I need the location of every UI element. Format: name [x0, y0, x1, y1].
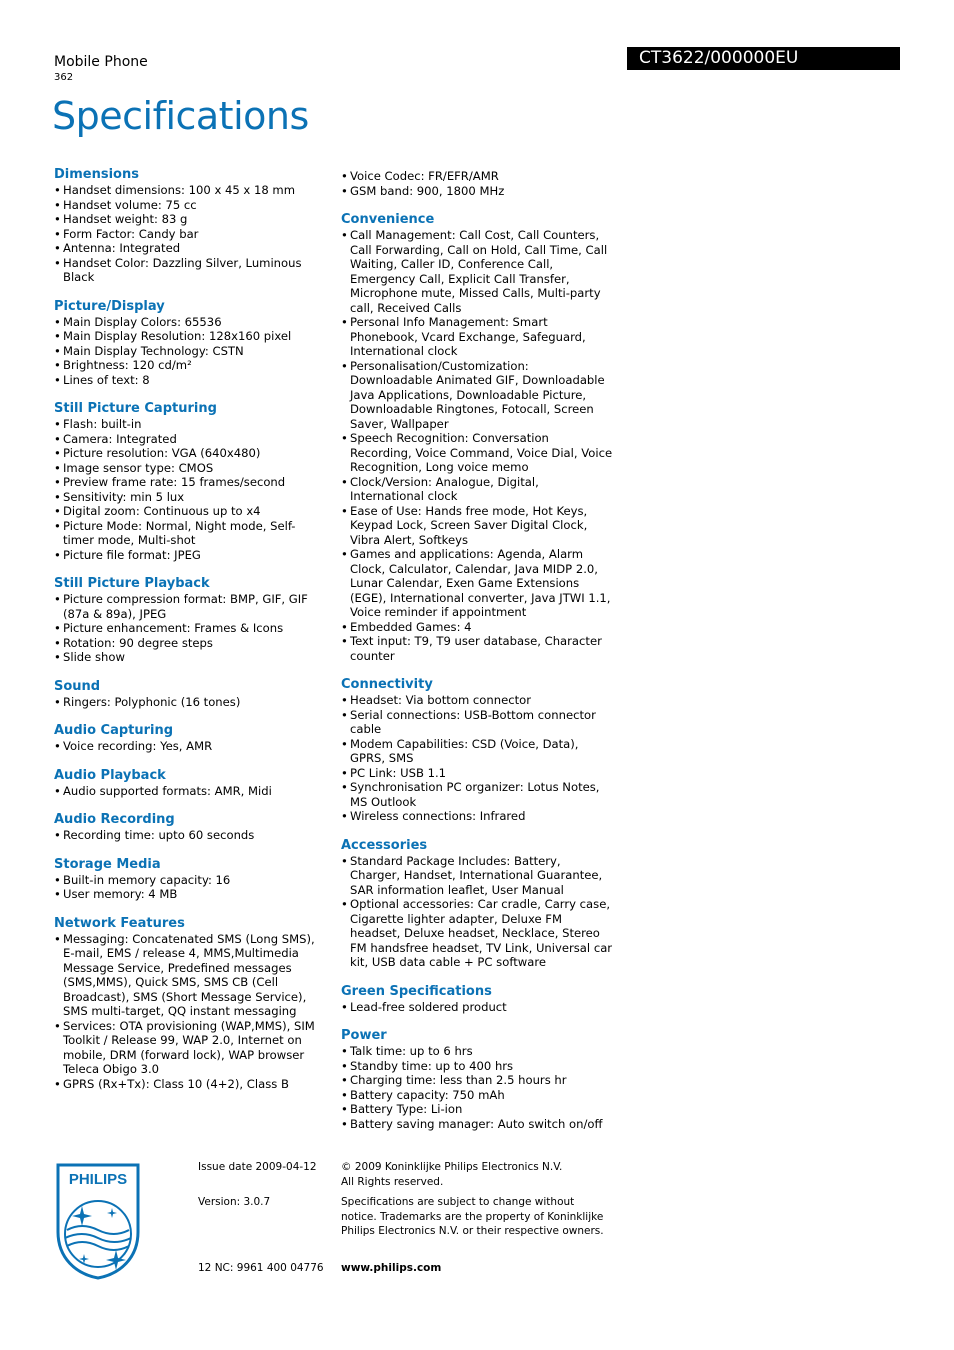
- page-title: Specifications: [52, 94, 309, 138]
- spec-list: [341, 854, 613, 970]
- rights-line: All Rights reserved.: [341, 1175, 444, 1188]
- spec-list: [54, 315, 326, 388]
- spec-section: [341, 984, 613, 1015]
- spec-item: • Optional accessories: Car cradle, Carry case, Cigarette lighter adapter, Deluxe FM headset, Deluxe headset, Necklace, Stereo FM handsfree headset, TV Link, Universal car kit, USB data cable + PC software: [341, 897, 613, 970]
- spec-section: [54, 401, 326, 562]
- spec-item: • Voice recording: Yes, AMR: [54, 739, 326, 754]
- spec-list: [54, 873, 326, 902]
- spec-item: • Clock/Version: Analogue, Digital, International clock: [341, 475, 613, 504]
- spec-section: [54, 679, 326, 710]
- spec-section-title: Network Features: [54, 915, 185, 931]
- spec-section-title: Accessories: [341, 837, 428, 853]
- spec-section-title: Audio Capturing: [54, 723, 174, 738]
- spec-item: • User memory: 4 MB: [54, 887, 326, 902]
- spec-list: [341, 1044, 613, 1131]
- spec-list: [54, 417, 326, 562]
- website-link[interactable]: www.philips.com: [341, 1262, 442, 1274]
- spec-item: • Preview frame rate: 15 frames/second: [54, 475, 326, 490]
- spec-section-title: Sound: [54, 678, 101, 694]
- spec-list: [341, 693, 613, 824]
- spec-section-title: Storage Media: [54, 856, 161, 872]
- spec-item: • Handset dimensions: 100 x 45 x 18 mm: [54, 183, 326, 198]
- spec-item: • Synchronisation PC organizer: Lotus Notes, MS Outlook: [341, 780, 613, 809]
- spec-section: [54, 768, 326, 799]
- spec-item: • Picture resolution: VGA (640x480): [54, 446, 326, 461]
- spec-list: [54, 592, 326, 665]
- spec-item: • Handset volume: 75 cc: [54, 198, 326, 213]
- spec-item: • Picture compression format: BMP, GIF, GIF (87a & 89a), JPEG: [54, 592, 326, 621]
- philips-logo-wordmark: PHILIPS: [68, 1171, 128, 1188]
- spec-item: • PC Link: USB 1.1: [341, 766, 613, 781]
- spec-section-title: Dimensions: [54, 167, 139, 182]
- spec-item: • Lead-free soldered product: [341, 1000, 613, 1015]
- copyright: [341, 1160, 601, 1189]
- spec-item: • Ringers: Polyphonic (16 tones): [54, 695, 326, 710]
- spec-item: • Antenna: Integrated: [54, 241, 326, 256]
- spec-item: • Voice Codec: FR/EFR/AMR: [341, 169, 613, 184]
- spec-section-title: Connectivity: [341, 677, 433, 692]
- product-category: Mobile Phone: [54, 54, 148, 70]
- spec-item: • Lines of text: 8: [54, 373, 326, 388]
- spec-item: • GPRS (Rx+Tx): Class 10 (4+2), Class B: [54, 1077, 326, 1092]
- spec-item: • Main Display Technology: CSTN: [54, 344, 326, 359]
- spec-section: [54, 299, 326, 388]
- spec-item: • Main Display Colors: 65536: [54, 315, 326, 330]
- spec-item: • Games and applications: Agenda, Alarm Clock, Calculator, Calendar, Java MIDP 2.0, Lunar Calendar, Exen Game Extensions (EGE), International converter, Java JTWI 1.1, Voice reminder if appointment: [341, 547, 613, 620]
- spec-item: • Personal Info Management: Smart Phonebook, Vcard Exchange, Safeguard, International clock: [341, 315, 613, 359]
- spec-list: [341, 228, 613, 663]
- spec-item: • Call Management: Call Cost, Call Counters, Call Forwarding, Call on Hold, Call Time, Call Waiting, Caller ID, Conference Call, Emergency Call, Explicit Call Transfer, Microphone mute, Missed Calls, Multi-party call, Received Calls: [341, 228, 613, 315]
- legal-notice: Specifications are subject to change without notice. Trademarks are the property of Koninklijke Philips Electronics N.V. or their respective owners.: [341, 1196, 604, 1237]
- spec-item: • Handset weight: 83 g: [54, 212, 326, 227]
- spec-item: • Standby time: up to 400 hrs: [341, 1059, 613, 1074]
- spec-section: [341, 212, 613, 663]
- spec-item: • Ease of Use: Hands free mode, Hot Keys, Keypad Lock, Screen Saver Digital Clock, Vibra Alert, Softkeys: [341, 504, 613, 548]
- spec-list: [54, 739, 326, 754]
- spec-item: • GSM band: 900, 1800 MHz: [341, 184, 613, 199]
- spec-item: • Battery Type: Li-ion: [341, 1102, 613, 1117]
- spec-item: • Sensitivity: min 5 lux: [54, 490, 326, 505]
- spec-section: [54, 916, 326, 1092]
- spec-item: • Personalisation/Customization: Downloadable Animated GIF, Downloadable Java Applications, Downloadable Picture, Downloadable Ringtones, Fotocall, Screen Saver, Wallpaper: [341, 359, 613, 432]
- spec-item: • Modem Capabilities: CSD (Voice, Data), GPRS, SMS: [341, 737, 613, 766]
- model-number-banner: CT3622/000000EU: [627, 47, 900, 70]
- spec-section: [341, 838, 613, 970]
- spec-section-title: Still Picture Playback: [54, 576, 210, 591]
- specs-column-left: [54, 167, 326, 1105]
- spec-item: • Form Factor: Candy bar: [54, 227, 326, 242]
- page-number: 362: [54, 72, 74, 83]
- spec-list: [54, 932, 326, 1092]
- spec-item: • Messaging: Concatenated SMS (Long SMS), E-mail, EMS / release 4, MMS,Multimedia Message Service, Predefined messages (SMS,MMS), Quick SMS, SMS CB (Cell Broadcast), SMS (Short Message Service), SMS multi-target, QQ instant messaging: [54, 932, 326, 1019]
- spec-section-title: Audio Playback: [54, 767, 166, 783]
- spec-section-title: Still Picture Capturing: [54, 401, 217, 416]
- spec-item: • Picture file format: JPEG: [54, 548, 326, 563]
- spec-item: • Main Display Resolution: 128x160 pixel: [54, 329, 326, 344]
- spec-item: • Embedded Games: 4: [341, 620, 613, 635]
- spec-list: [54, 828, 326, 843]
- spec-section-title: Green Specifications: [341, 983, 492, 999]
- spec-section: [341, 169, 613, 198]
- spec-list: [54, 784, 326, 799]
- spec-item: • Handset Color: Dazzling Silver, Luminous Black: [54, 256, 326, 285]
- spec-item: • Digital zoom: Continuous up to x4: [54, 504, 326, 519]
- twelve-nc-code: 12 NC: 9961 400 04776: [198, 1262, 324, 1274]
- spec-section: [54, 167, 326, 285]
- specs-column-middle: [341, 169, 613, 1145]
- spec-item: • Camera: Integrated: [54, 432, 326, 447]
- spec-section: [54, 812, 326, 843]
- spec-item: • Picture Mode: Normal, Night mode, Self-timer mode, Multi-shot: [54, 519, 326, 548]
- spec-item: • Text input: T9, T9 user database, Character counter: [341, 634, 613, 663]
- spec-item: • Slide show: [54, 650, 326, 665]
- copyright-line: © 2009 Koninklijke Philips Electronics N.V.: [341, 1161, 563, 1173]
- spec-list: [341, 169, 613, 198]
- spec-section: [54, 857, 326, 902]
- issue-date: Issue date 2009-04-12: [198, 1161, 317, 1173]
- spec-list: [54, 183, 326, 285]
- spec-section-title: Audio Recording: [54, 812, 175, 827]
- spec-section: [54, 576, 326, 665]
- spec-item: • Charging time: less than 2.5 hours hr: [341, 1073, 613, 1088]
- spec-section-title: Power: [341, 1028, 387, 1043]
- spec-item: • Battery saving manager: Auto switch on/off: [341, 1117, 613, 1132]
- spec-item: • Wireless connections: Infrared: [341, 809, 613, 824]
- philips-shield-logo: [54, 1162, 142, 1280]
- spec-item: • Battery capacity: 750 mAh: [341, 1088, 613, 1103]
- spec-item: • Serial connections: USB-Bottom connector cable: [341, 708, 613, 737]
- spec-item: • Speech Recognition: Conversation Recording, Voice Command, Voice Dial, Voice Recognition, Long voice memo: [341, 431, 613, 475]
- version: Version: 3.0.7: [198, 1196, 271, 1208]
- spec-item: • Picture enhancement: Frames & Icons: [54, 621, 326, 636]
- spec-list: [54, 695, 326, 710]
- spec-item: • Talk time: up to 6 hrs: [341, 1044, 613, 1059]
- spec-item: • Services: OTA provisioning (WAP,MMS), SIM Toolkit / Release 99, WAP 2.0, Internet on mobile, DRM (forward lock), WAP browser Teleca Obigo 3.0: [54, 1019, 326, 1077]
- spec-item: • Headset: Via bottom connector: [341, 693, 613, 708]
- spec-section: [341, 677, 613, 824]
- spec-item: • Brightness: 120 cd/m²: [54, 358, 326, 373]
- spec-list: [341, 1000, 613, 1015]
- spec-item: • Recording time: upto 60 seconds: [54, 828, 326, 843]
- spec-section-title: Picture/Display: [54, 298, 165, 314]
- spec-item: • Audio supported formats: AMR, Midi: [54, 784, 326, 799]
- spec-item: • Flash: built-in: [54, 417, 326, 432]
- spec-item: • Rotation: 90 degree steps: [54, 636, 326, 651]
- spec-item: • Built-in memory capacity: 16: [54, 873, 326, 888]
- spec-item: • Image sensor type: CMOS: [54, 461, 326, 476]
- spec-item: • Standard Package Includes: Battery, Charger, Handset, International Guarantee, SAR information leaflet, User Manual: [341, 854, 613, 898]
- spec-section-title: Convenience: [341, 212, 435, 227]
- spec-section: [54, 723, 326, 754]
- spec-section: [341, 1028, 613, 1131]
